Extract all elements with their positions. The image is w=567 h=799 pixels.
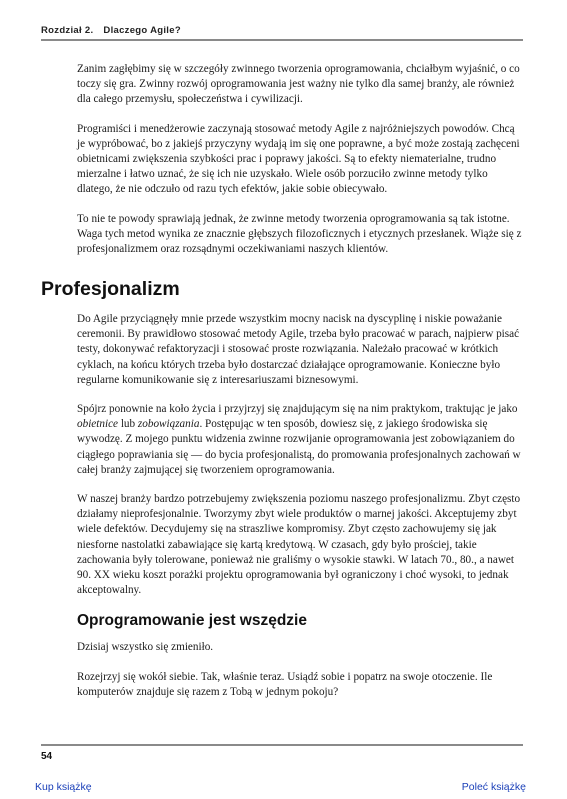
running-header: [41, 25, 181, 36]
section-heading: Profesjonalizm: [41, 278, 180, 300]
emphasis-obietnice: obietnice: [77, 418, 119, 431]
subsection-heading: Oprogramowanie jest wszędzie: [77, 612, 307, 630]
section-paragraph-2-text-c: . Postępując w ten sposób, dowiesz się, z jakiego środowiska się wywodzę. Z mojego punktu widzenia zwinne rozwijanie oprogramowania jest zobowiązaniem do ciągłego poprawiania się — do bycia profesjonalistą, do promowania profesjonalnych zachowań w całej branży zajmującej się tworzeniem oprogramowania.: [77, 418, 521, 476]
section-paragraph-2-text-a: Spójrz ponownie na koło życia i przyjrzyj się znajdującym się na nim praktykom, traktując je jako: [77, 403, 518, 416]
emphasis-zobowiazania: zobowiązania: [137, 418, 200, 431]
buy-book-link[interactable]: Kup książkę: [35, 781, 92, 793]
intro-paragraph-2: Programiści i menedżerowie zaczynają stosować metody Agile z najróżniejszych powodów. Chcą je wypróbować, bo z jakiejś przyczyny wydają im się one poprawne, a być może zostają zachęceni obietnicami zwiększenia szybkości prac i poprawy jakości. Są to efekty niematerialne, trudno mierzalne i łatwo uznać, że się ich nie uzyskało. Wiele osób porzuciło zwinne metody tylko dlatego, że nie odczuło od razu tych efektów, jakie sobie obiecywało.: [77, 122, 520, 196]
intro-paragraph-3: To nie te powody sprawiają jednak, że zwinne metody tworzenia oprogramowania są tak istotne. Waga tych metod wynika ze znacznie głębszych filozoficznych i etycznych przesłanek. Wiąże się z profesjonalizmem oraz rozsądnymi oczekiwaniami naszych klientów.: [77, 212, 522, 256]
intro-paragraph-1: Zanim zagłębimy się w szczegóły zwinnego tworzenia oprogramowania, chciałbym wyjaśnić, o co toczy się gra. Zwinny rozwój oprogramowania jest ważny nie tylko dla samej branży, ale również dla całego przemysłu, społeczeństwa i cywilizacji.: [77, 63, 520, 106]
subsection-paragraph-1: Dzisiaj wszystko się zmieniło.: [77, 641, 214, 654]
footer-rule: [41, 744, 523, 746]
page-body: [77, 62, 523, 257]
section-paragraph-1: Do Agile przyciągnęły mnie przede wszystkim mocny nacisk na dyscyplinę i niskie poważanie ceremonii. By prawidłowo stosować metody Agile, trzeba było pracować w parach, najpierw pisać testy, dokonywać refaktoryzacji i stosować proste rozwiązania. Należało pracować w krótkich cyklach, na końcu których trzeba było dostarczać działające oprogramowanie. Konieczne było regularne komunikowanie się z interesariuszami biznesowymi.: [77, 313, 520, 386]
subsection-paragraph-2: Rozejrzyj się wokół siebie. Tak, właśnie teraz. Usiądź sobie i popatrz na swoje otoczenie. Ile komputerów znajduje się razem z Tobą w jednym pokoju?: [77, 670, 493, 698]
section-body: [77, 312, 523, 714]
page-number: 54: [41, 751, 53, 762]
chapter-title: Dlaczego Agile?: [103, 25, 181, 36]
section-paragraph-2-text-b: lub: [118, 418, 138, 431]
header-rule: [41, 39, 523, 41]
section-paragraph-3: W naszej branży bardzo potrzebujemy zwiększenia poziomu naszego profesjonalizmu. Zbyt często działamy nieprofesjonalnie. Tworzymy zbyt wiele produktów o marnej jakości. Akceptujemy zbyt wiele defektów. Decydujemy się na straszliwe kompromisy. Zbyt często zachowujemy się jak niesforne nastolatki zabawiające się kartą kredytową. W czasach, gdy było prościej, takie zachowania były tolerowane, ponieważ nie graliśmy o wysokie stawki. W latach 70., 80., a nawet 90. XX wieku koszt porażki projektu oprogramowania był ograniczony i choć wysoki, to jednak akceptowalny.: [77, 493, 521, 597]
section-paragraph-2: [77, 402, 523, 478]
chapter-label: Rozdział 2.: [41, 25, 94, 36]
recommend-book-link[interactable]: Poleć książkę: [461, 781, 526, 793]
